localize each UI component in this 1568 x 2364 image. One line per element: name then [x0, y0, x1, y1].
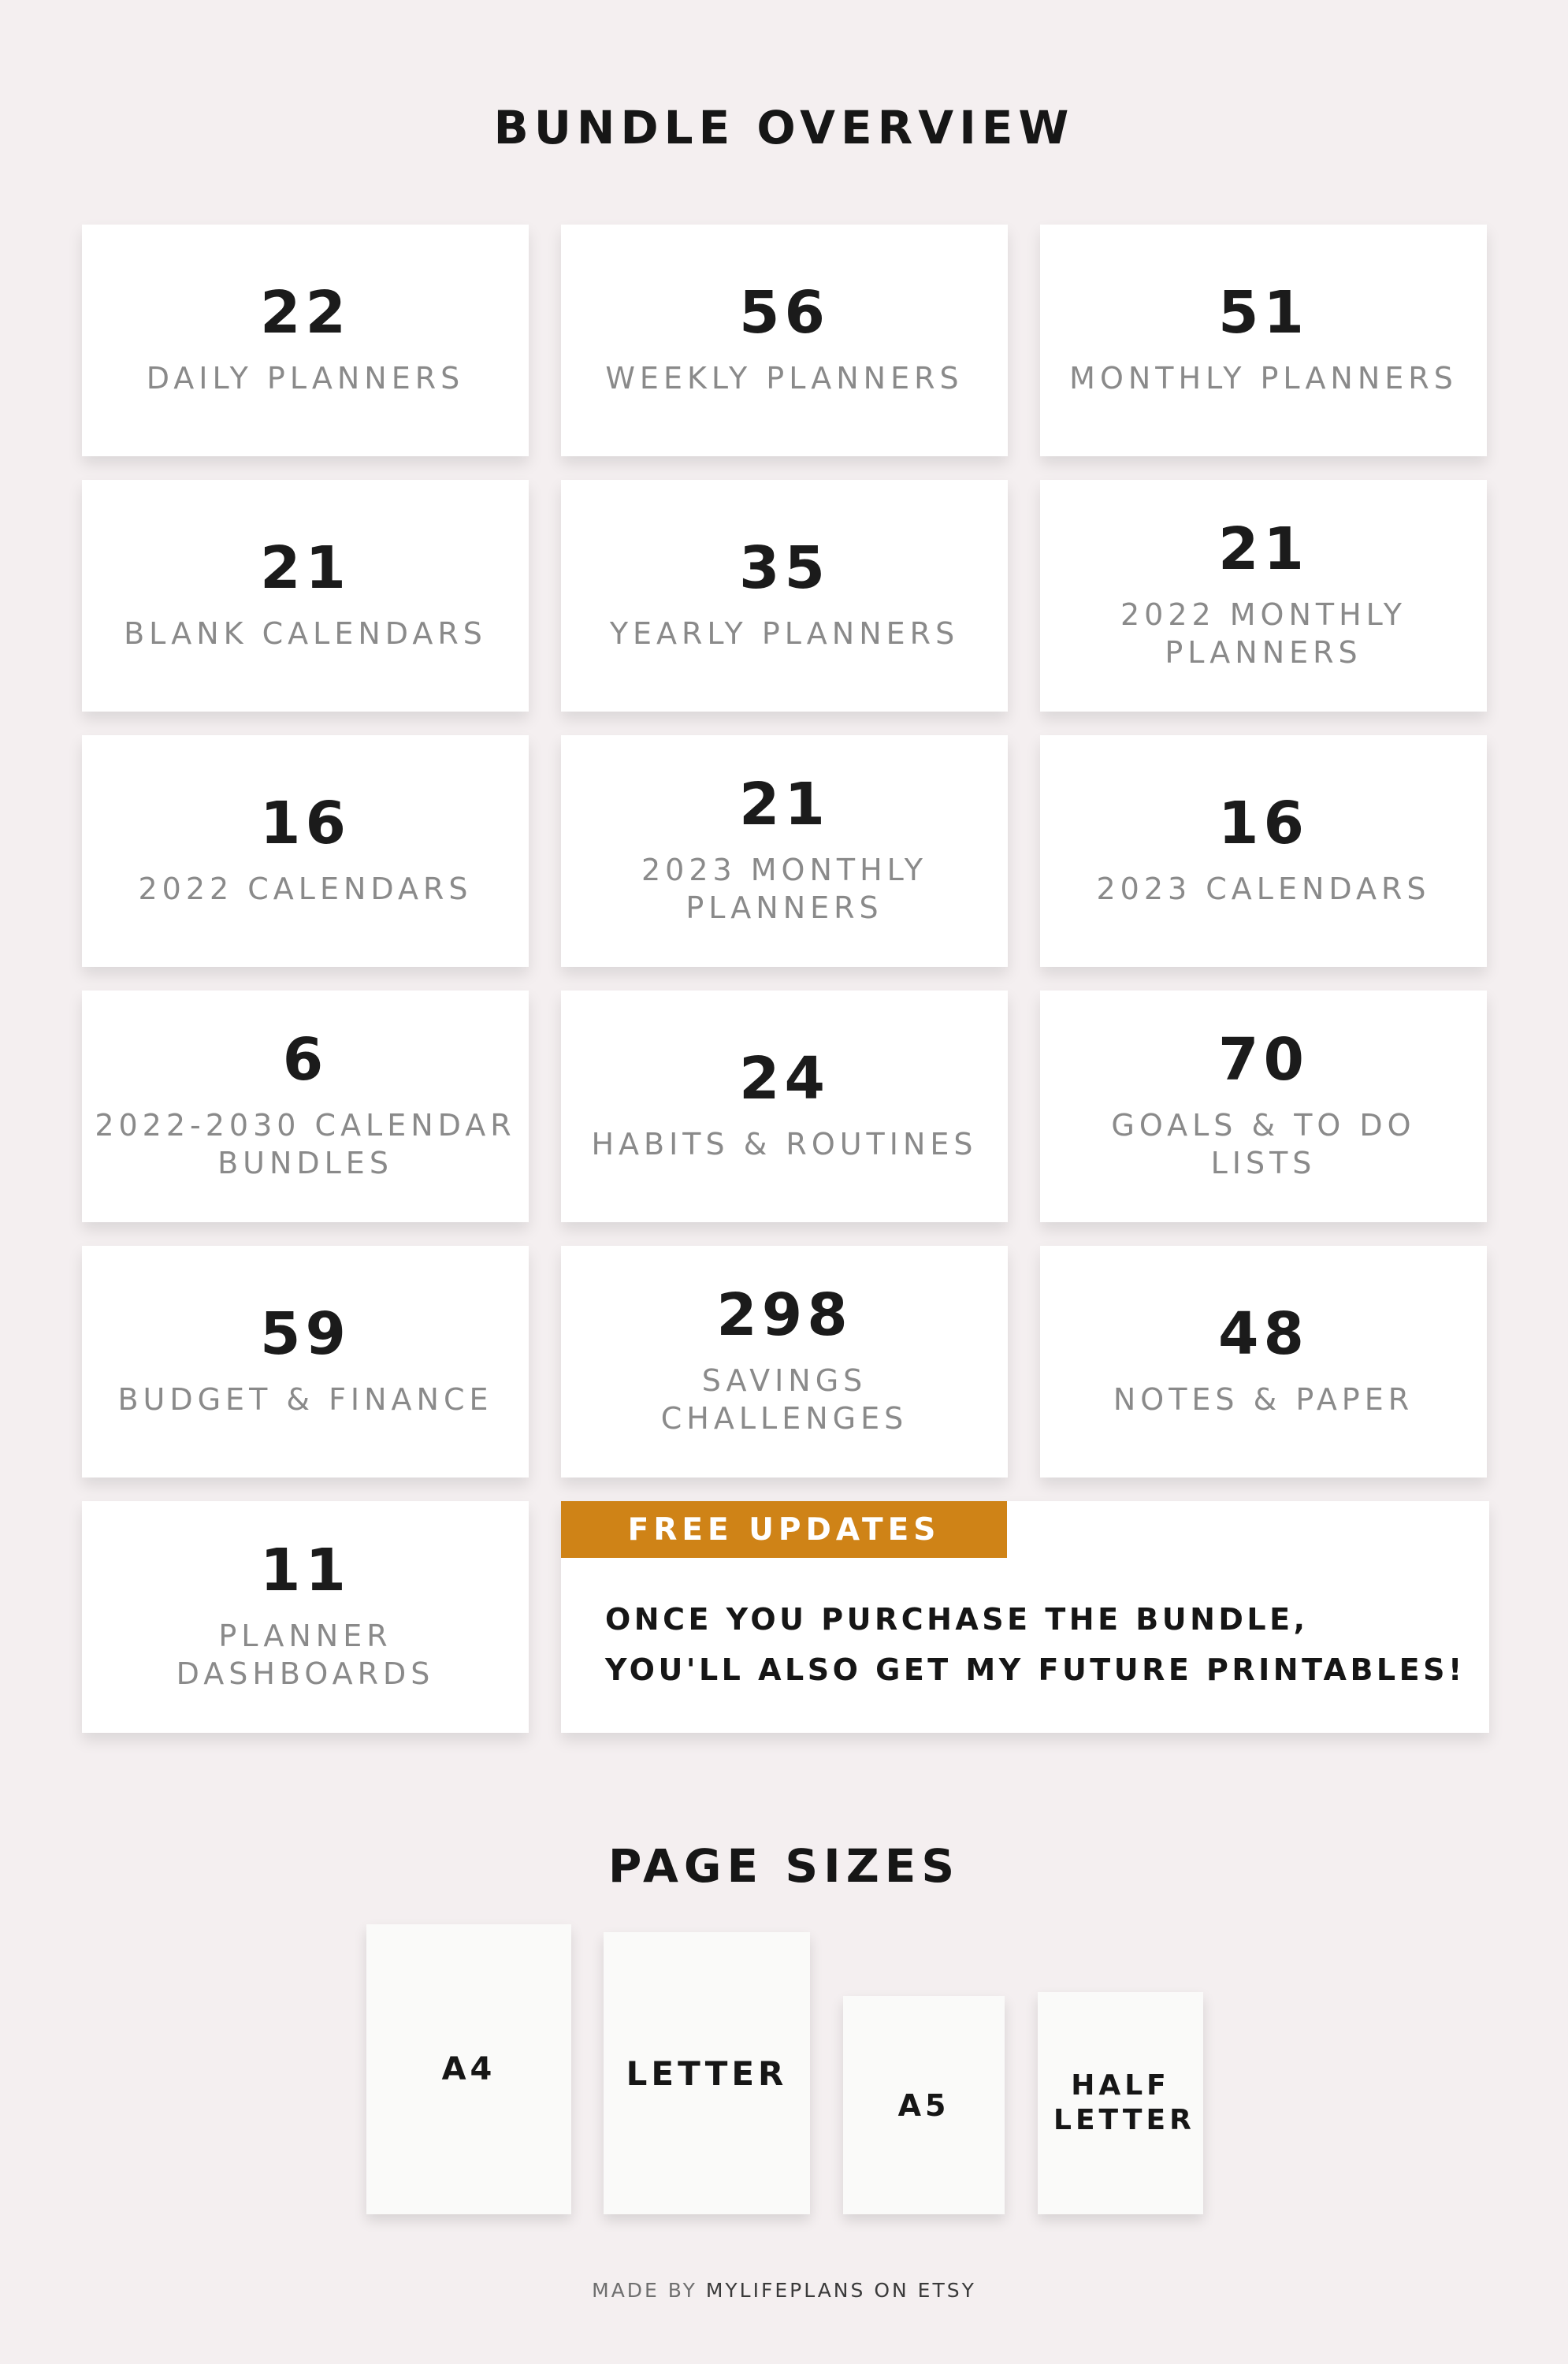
card-2023-calendars: [1040, 735, 1487, 967]
card-count: 6: [282, 1026, 329, 1094]
card-label: 2022-2030 CALENDAR BUNDLES: [95, 1108, 516, 1180]
card-label: 2022 MONTHLY PLANNERS: [1120, 597, 1407, 670]
card-label: MONTHLY PLANNERS: [1069, 361, 1458, 396]
card-count: 298: [716, 1281, 853, 1349]
card-label: 2023 MONTHLY PLANNERS: [641, 853, 928, 925]
card-count: 11: [260, 1537, 351, 1604]
card-habits-routines: [561, 991, 1008, 1222]
card-label: BLANK CALENDARS: [124, 616, 487, 651]
card-savings-challenges: [561, 1246, 1008, 1478]
card-label: HABITS & ROUTINES: [591, 1127, 978, 1162]
free-updates-message: [605, 1594, 1466, 1695]
card-count: 22: [260, 279, 351, 347]
card-2022-calendars: [82, 735, 529, 967]
sheet-a5: [843, 1996, 1005, 2214]
card-blank-calendars: [82, 480, 529, 712]
page-sizes-title: PAGE SIZES: [608, 1839, 960, 1893]
card-count: 21: [739, 771, 830, 838]
card-planner-dashboards: [82, 1501, 529, 1733]
sheet-label: LETTER: [626, 2054, 788, 2093]
card-count: 24: [739, 1045, 830, 1113]
free-updates-card: [561, 1501, 1489, 1733]
footer-credit: [0, 2279, 1568, 2302]
card-count: 51: [1218, 279, 1309, 347]
card-notes-paper: [1040, 1246, 1487, 1478]
card-calendar-bundles: [82, 991, 529, 1222]
footer-prefix: MADE BY: [592, 2279, 697, 2302]
card-budget-finance: [82, 1246, 529, 1478]
sheet-letter: [604, 1932, 810, 2214]
free-updates-ribbon: FREE UPDATES: [561, 1501, 1007, 1558]
card-count: 16: [1218, 790, 1309, 857]
card-label: 2022 CALENDARS: [138, 872, 473, 906]
sheet-label: HALF LETTER: [1053, 2069, 1195, 2136]
card-2022-monthly-planners: [1040, 480, 1487, 712]
card-count: 56: [739, 279, 830, 347]
card-label: SAVINGS CHALLENGES: [660, 1363, 908, 1436]
card-daily-planners: [82, 225, 529, 456]
card-2023-monthly-planners: [561, 735, 1008, 967]
footer-brand[interactable]: MYLIFEPLANS ON ETSY: [705, 2279, 976, 2302]
card-count: 35: [739, 534, 830, 602]
card-label: WEEKLY PLANNERS: [605, 361, 964, 396]
card-weekly-planners: [561, 225, 1008, 456]
bundle-overview-title: BUNDLE OVERVIEW: [493, 101, 1075, 154]
free-updates-line-1: ONCE YOU PURCHASE THE BUNDLE,: [605, 1602, 1309, 1637]
card-count: 70: [1218, 1026, 1309, 1094]
card-label: GOALS & TO DO LISTS: [1111, 1108, 1416, 1180]
card-count: 16: [260, 790, 351, 857]
free-updates-line-2: YOU'LL ALSO GET MY FUTURE PRINTABLES!: [605, 1652, 1466, 1687]
card-goals-todo: [1040, 991, 1487, 1222]
sheet-label: A4: [441, 2051, 496, 2087]
sheet-half-letter: [1038, 1992, 1203, 2214]
card-count: 59: [260, 1300, 351, 1368]
card-count: 48: [1218, 1300, 1309, 1368]
card-label: YEARLY PLANNERS: [609, 616, 960, 651]
card-count: 21: [1218, 515, 1309, 583]
card-count: 21: [260, 534, 351, 602]
card-yearly-planners: [561, 480, 1008, 712]
card-label: PLANNER DASHBOARDS: [176, 1619, 435, 1691]
sheet-a4: [366, 1924, 571, 2214]
card-label: BUDGET & FINANCE: [117, 1382, 493, 1417]
card-label: DAILY PLANNERS: [146, 361, 465, 396]
card-monthly-planners: [1040, 225, 1487, 456]
sheet-label: A5: [897, 2087, 950, 2123]
card-label: 2023 CALENDARS: [1096, 872, 1431, 906]
card-label: NOTES & PAPER: [1113, 1382, 1414, 1417]
